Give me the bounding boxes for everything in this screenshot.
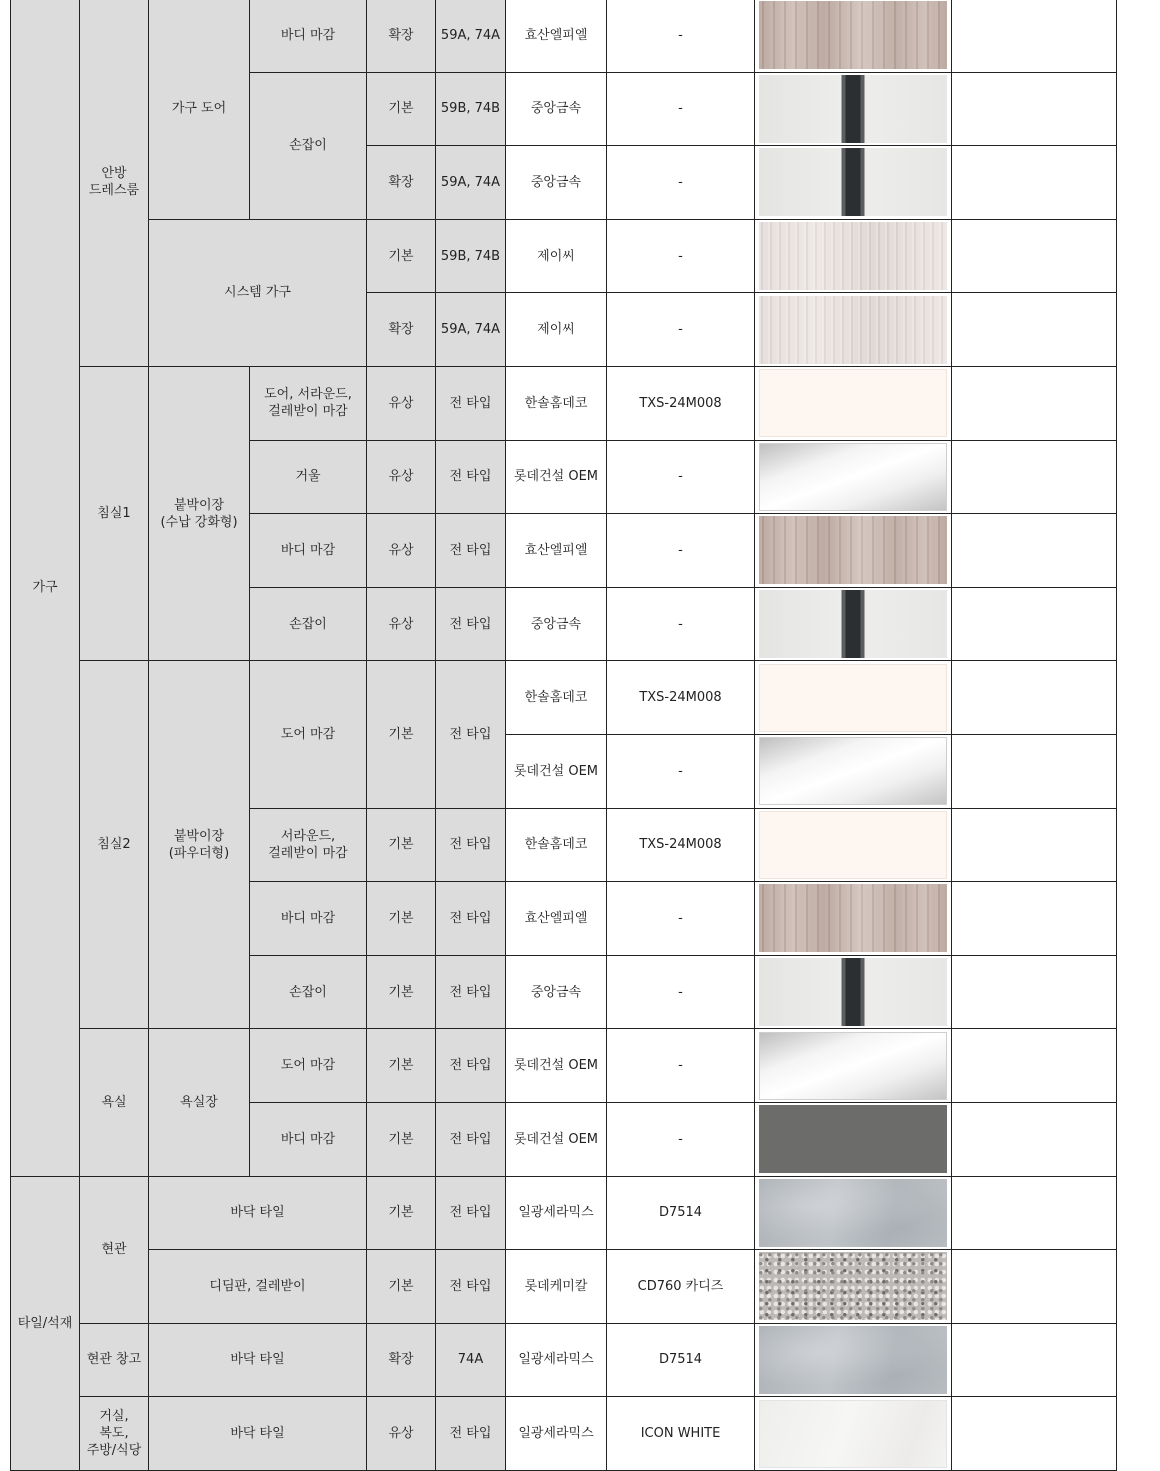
swatch-cell — [755, 146, 952, 220]
swatch-cell — [755, 587, 952, 661]
option-cell: 유상 — [367, 587, 436, 661]
note-cell — [952, 955, 1117, 1029]
maker-cell: 효산엘피엘 — [506, 0, 607, 72]
room-cell: 현관 — [80, 1176, 149, 1323]
maker-cell: 제이씨 — [506, 219, 607, 293]
room-cell: 침실2 — [80, 661, 149, 1029]
maker-cell: 롯데건설 OEM — [506, 1102, 607, 1176]
code-cell: - — [607, 1102, 755, 1176]
type-cell: 전 타입 — [436, 661, 506, 808]
item-cell: 바닥 타일 — [149, 1323, 367, 1397]
note-cell — [952, 587, 1117, 661]
type-cell: 59A, 74A — [436, 293, 506, 367]
code-cell: D7514 — [607, 1176, 755, 1250]
swatch-cell — [755, 72, 952, 146]
note-cell — [952, 1323, 1117, 1397]
part-cell: 손잡이 — [250, 587, 367, 661]
note-cell — [952, 1029, 1117, 1103]
note-cell — [952, 1397, 1117, 1471]
swatch-cell — [755, 366, 952, 440]
type-cell: 74A — [436, 1323, 506, 1397]
material-swatch — [759, 443, 947, 511]
part-cell: 도어 마감 — [250, 661, 367, 808]
note-cell — [952, 661, 1117, 735]
maker-cell: 일광세라믹스 — [506, 1176, 607, 1250]
code-cell: - — [607, 0, 755, 72]
code-cell: ICON WHITE — [607, 1397, 755, 1471]
table-row — [11, 661, 1117, 735]
maker-cell: 제이씨 — [506, 293, 607, 367]
swatch-cell — [755, 1397, 952, 1471]
maker-cell: 롯데건설 OEM — [506, 1029, 607, 1103]
option-cell: 기본 — [367, 808, 436, 882]
item-label: 붙박이장 (수납 강화형) — [160, 497, 238, 530]
room-cell: 욕실 — [80, 1029, 149, 1176]
type-cell: 59B, 74B — [436, 219, 506, 293]
code-cell: - — [607, 955, 755, 1029]
type-cell: 전 타입 — [436, 808, 506, 882]
room-label: 거실, 복도, 주방/식당 — [86, 1409, 142, 1459]
type-cell: 전 타입 — [436, 514, 506, 588]
note-cell — [952, 514, 1117, 588]
swatch-cell — [755, 734, 952, 808]
option-cell: 유상 — [367, 1397, 436, 1471]
option-cell: 확장 — [367, 293, 436, 367]
type-cell: 전 타입 — [436, 1250, 506, 1324]
maker-cell: 한솔홈데코 — [506, 808, 607, 882]
type-cell: 전 타입 — [436, 882, 506, 956]
option-cell: 유상 — [367, 440, 436, 514]
note-cell — [952, 1176, 1117, 1250]
table-row — [11, 219, 1117, 293]
code-cell: TXS-24M008 — [607, 366, 755, 440]
type-cell: 전 타입 — [436, 1029, 506, 1103]
part-cell: 손잡이 — [250, 955, 367, 1029]
note-cell — [952, 219, 1117, 293]
option-cell: 기본 — [367, 1029, 436, 1103]
code-cell: - — [607, 734, 755, 808]
option-cell: 기본 — [367, 1250, 436, 1324]
option-cell: 유상 — [367, 366, 436, 440]
code-cell: - — [607, 72, 755, 146]
item-cell — [149, 366, 250, 660]
part-label: 도어, 서라운드, 걸레받이 마감 — [264, 387, 352, 420]
code-cell: - — [607, 882, 755, 956]
swatch-cell — [755, 0, 952, 72]
item-cell: 디딤판, 걸레받이 — [149, 1250, 367, 1324]
maker-cell: 중앙금속 — [506, 955, 607, 1029]
material-swatch — [759, 811, 947, 879]
option-cell: 기본 — [367, 1102, 436, 1176]
material-swatch — [759, 296, 947, 364]
material-swatch — [759, 664, 947, 732]
code-cell: CD760 카디즈 — [607, 1250, 755, 1324]
swatch-cell — [755, 955, 952, 1029]
type-cell: 59B, 74B — [436, 72, 506, 146]
material-swatch — [759, 1179, 947, 1247]
room-cell — [80, 0, 149, 366]
option-cell: 기본 — [367, 882, 436, 956]
code-cell: - — [607, 587, 755, 661]
note-cell — [952, 1102, 1117, 1176]
type-cell: 전 타입 — [436, 366, 506, 440]
option-cell: 기본 — [367, 661, 436, 808]
note-cell — [952, 734, 1117, 808]
note-cell — [952, 366, 1117, 440]
note-cell — [952, 0, 1117, 72]
code-cell: - — [607, 219, 755, 293]
material-swatch — [759, 1032, 947, 1100]
room-cell — [80, 1397, 149, 1471]
room-label: 안방 드레스룸 — [88, 166, 140, 199]
item-cell: 바닥 타일 — [149, 1397, 367, 1471]
code-cell: - — [607, 146, 755, 220]
category-cell: 타일/석재 — [11, 1176, 80, 1470]
type-cell: 전 타입 — [436, 1176, 506, 1250]
part-cell: 바디 마감 — [250, 514, 367, 588]
table-row — [11, 366, 1117, 440]
maker-cell: 중앙금속 — [506, 146, 607, 220]
type-cell: 전 타입 — [436, 1102, 506, 1176]
code-cell: - — [607, 514, 755, 588]
item-cell — [149, 661, 250, 1029]
option-cell: 유상 — [367, 514, 436, 588]
option-cell: 기본 — [367, 219, 436, 293]
part-cell: 바디 마감 — [250, 1102, 367, 1176]
note-cell — [952, 72, 1117, 146]
code-cell: TXS-24M008 — [607, 808, 755, 882]
note-cell — [952, 440, 1117, 514]
maker-cell: 한솔홈데코 — [506, 366, 607, 440]
table-row — [11, 1176, 1117, 1250]
swatch-cell — [755, 661, 952, 735]
material-swatch — [759, 958, 947, 1026]
material-swatch — [759, 1400, 947, 1468]
table-row — [11, 1323, 1117, 1397]
swatch-cell — [755, 1029, 952, 1103]
code-cell: D7514 — [607, 1323, 755, 1397]
part-cell: 손잡이 — [250, 72, 367, 219]
swatch-cell — [755, 1250, 952, 1324]
type-cell: 전 타입 — [436, 440, 506, 514]
material-swatch — [759, 75, 947, 143]
maker-cell: 롯데건설 OEM — [506, 734, 607, 808]
note-cell — [952, 1250, 1117, 1324]
table-row — [11, 0, 1117, 72]
table-row — [11, 1029, 1117, 1103]
type-cell: 59A, 74A — [436, 0, 506, 72]
material-swatch — [759, 737, 947, 805]
material-swatch — [759, 590, 947, 658]
item-cell: 욕실장 — [149, 1029, 250, 1176]
swatch-cell — [755, 219, 952, 293]
maker-cell: 롯데케미칼 — [506, 1250, 607, 1324]
code-cell: TXS-24M008 — [607, 661, 755, 735]
maker-cell: 효산엘피엘 — [506, 882, 607, 956]
maker-cell: 중앙금속 — [506, 72, 607, 146]
swatch-cell — [755, 1323, 952, 1397]
material-swatch — [759, 148, 947, 216]
swatch-cell — [755, 1102, 952, 1176]
note-cell — [952, 882, 1117, 956]
maker-cell: 일광세라믹스 — [506, 1323, 607, 1397]
swatch-cell — [755, 808, 952, 882]
maker-cell: 일광세라믹스 — [506, 1397, 607, 1471]
material-swatch — [759, 1105, 947, 1173]
item-label: 붙박이장 (파우더형) — [168, 828, 230, 861]
option-cell: 확장 — [367, 0, 436, 72]
type-cell: 전 타입 — [436, 587, 506, 661]
material-swatch — [759, 516, 947, 584]
type-cell: 59A, 74A — [436, 146, 506, 220]
material-swatch — [759, 369, 947, 437]
note-cell — [952, 808, 1117, 882]
part-cell — [250, 366, 367, 440]
maker-cell: 롯데건설 OEM — [506, 440, 607, 514]
material-swatch — [759, 884, 947, 952]
room-cell: 현관 창고 — [80, 1323, 149, 1397]
option-cell: 기본 — [367, 955, 436, 1029]
item-cell: 시스템 가구 — [149, 219, 367, 366]
maker-cell: 한솔홈데코 — [506, 661, 607, 735]
swatch-cell — [755, 882, 952, 956]
part-cell: 바디 마감 — [250, 882, 367, 956]
type-cell: 전 타입 — [436, 1397, 506, 1471]
item-cell: 바닥 타일 — [149, 1176, 367, 1250]
part-cell — [250, 808, 367, 882]
table-row — [11, 1397, 1117, 1471]
type-cell: 전 타입 — [436, 955, 506, 1029]
part-cell: 바디 마감 — [250, 0, 367, 72]
code-cell: - — [607, 293, 755, 367]
room-cell: 침실1 — [80, 366, 149, 660]
swatch-cell — [755, 1176, 952, 1250]
note-cell — [952, 293, 1117, 367]
material-swatch — [759, 1252, 947, 1320]
maker-cell: 효산엘피엘 — [506, 514, 607, 588]
material-swatch — [759, 222, 947, 290]
option-cell: 확장 — [367, 1323, 436, 1397]
finish-spec-table — [10, 0, 1117, 1471]
option-cell: 기본 — [367, 72, 436, 146]
swatch-cell — [755, 514, 952, 588]
material-swatch — [759, 1, 947, 69]
item-cell: 가구 도어 — [149, 0, 250, 219]
swatch-cell — [755, 293, 952, 367]
maker-cell: 중앙금속 — [506, 587, 607, 661]
part-label: 서라운드, 걸레받이 마감 — [268, 828, 348, 861]
material-swatch — [759, 1326, 947, 1394]
option-cell: 확장 — [367, 146, 436, 220]
part-cell: 거울 — [250, 440, 367, 514]
part-cell: 도어 마감 — [250, 1029, 367, 1103]
option-cell: 기본 — [367, 1176, 436, 1250]
swatch-cell — [755, 440, 952, 514]
category-cell: 가구 — [11, 0, 80, 1176]
code-cell: - — [607, 1029, 755, 1103]
table-row — [11, 1250, 1117, 1324]
code-cell: - — [607, 440, 755, 514]
note-cell — [952, 146, 1117, 220]
